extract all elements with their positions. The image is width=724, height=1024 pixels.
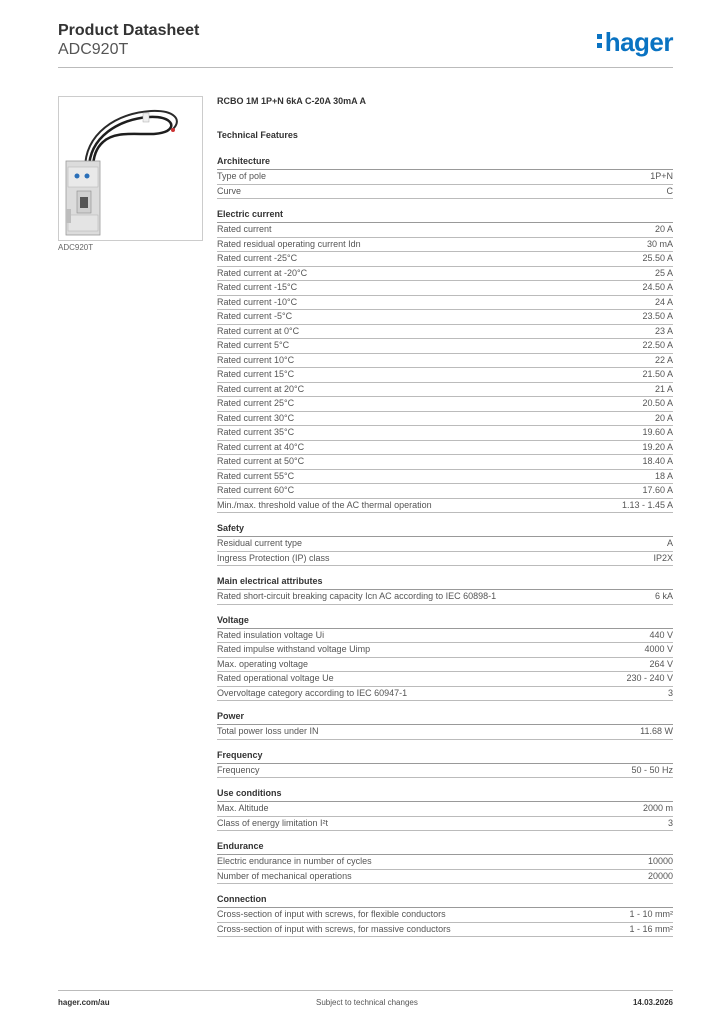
spec-label: Residual current type [217,538,303,548]
spec-row [217,802,673,817]
spec-row [217,441,673,456]
spec-label: Class of energy limitation I²t [217,817,329,828]
spec-label: Rated current 30°C [217,412,295,423]
spec-label: Rated short-circuit breaking capacity Icn AC according to IEC 60898-1 [217,591,497,601]
spec-value: 440 V [649,629,673,640]
spec-row [217,908,673,923]
rcbo-device-image [59,97,202,240]
hager-logo [597,27,673,57]
spec-label: Rated current 25°C [217,398,295,408]
spec-row [217,252,673,267]
spec-label: Rated residual operating current Idn [217,238,361,249]
spec-value: 20.50 A [642,398,673,408]
spec-label: Max. operating voltage [217,658,309,669]
spec-value: 21 A [654,383,673,394]
spec-label: Rated current at -20°C [217,267,308,278]
spec-row [217,923,673,938]
spec-value: 23.50 A [642,311,673,321]
spec-value: 18 A [654,470,673,481]
footer-website: hager.com/au [58,998,110,1007]
technical-content [217,96,673,946]
spec-value: 1P+N [650,171,673,181]
spec-label: Rated current at 50°C [217,456,305,466]
spec-row [217,764,673,779]
spec-label: Curve [217,185,242,196]
spec-label: Rated current 55°C [217,470,295,481]
logo-text: hager [604,27,673,57]
product-name: RCBO 1M 1P+N 6kA C-20A 30mA A [217,96,366,106]
section-heading: Architecture [217,155,673,170]
spec-value: 50 - 50 Hz [631,764,673,775]
spec-row [217,672,673,687]
spec-value: 19.20 A [642,441,673,452]
spec-section [217,522,673,566]
technical-features-heading: Technical Features [217,130,298,140]
section-heading: Use conditions [217,787,673,802]
spec-label: Type of pole [217,171,267,181]
spec-row [217,629,673,644]
spec-row [217,455,673,470]
spec-value: 3 [667,817,673,828]
spec-label: Min./max. threshold value of the AC thermal operation [217,499,432,510]
spec-row [217,590,673,605]
spec-label: Electric endurance in number of cycles [217,856,372,866]
spec-row [217,397,673,412]
header [58,21,199,59]
section-heading: Endurance [217,840,673,855]
spec-row [217,687,673,702]
spec-value: 10000 [647,856,673,866]
spec-section [217,208,673,513]
spec-row [217,643,673,658]
spec-value: A [666,538,673,548]
spec-value: 1.13 - 1.45 A [621,499,673,510]
spec-label: Cross-section of input with screws, for massive conductors [217,923,451,934]
logo-dots-icon [597,34,602,52]
spec-value: 23 A [654,325,673,336]
spec-value: IP2X [653,552,673,563]
spec-value: 230 - 240 V [626,673,673,683]
spec-label: Rated current 5°C [217,340,290,350]
section-heading: Connection [217,893,673,908]
spec-row [217,658,673,673]
spec-row [217,383,673,398]
spec-row [217,412,673,427]
section-heading: Safety [217,522,673,537]
spec-value: 25.50 A [642,253,673,263]
spec-value: 20 A [654,412,673,423]
spec-label: Rated current 15°C [217,369,295,379]
spec-row [217,537,673,552]
section-heading: Voltage [217,614,673,629]
spec-value: 18.40 A [642,456,673,466]
spec-label: Ingress Protection (IP) class [217,552,330,563]
spec-row [217,870,673,885]
page-title: Product Datasheet [58,22,200,39]
spec-section [217,575,673,605]
spec-row [217,725,673,740]
footer-divider [58,990,673,991]
spec-section [217,614,673,702]
spec-row [217,470,673,485]
spec-section [217,893,673,937]
spec-value: 1 - 16 mm² [629,923,673,934]
spec-sections [217,155,673,937]
spec-label: Rated impulse withstand voltage Uimp [217,644,371,654]
spec-value: 24.50 A [642,282,673,292]
product-code: ADC920T [58,41,129,58]
spec-label: Rated current 60°C [217,485,295,495]
spec-section [217,840,673,884]
spec-value: 22.50 A [642,340,673,350]
spec-row [217,426,673,441]
spec-value: 17.60 A [642,485,673,495]
spec-label: Rated insulation voltage Ui [217,629,325,640]
spec-value: 1 - 10 mm² [629,909,673,919]
footer [58,998,673,1010]
spec-row [217,310,673,325]
spec-row [217,170,673,185]
spec-value: 4000 V [644,644,673,654]
spec-label: Rated current at 40°C [217,441,305,452]
spec-row [217,368,673,383]
spec-value: 25 A [654,267,673,278]
spec-value: 3 [667,687,673,698]
section-heading: Power [217,710,673,725]
spec-label: Max. Altitude [217,803,269,813]
section-heading: Main electrical attributes [217,575,673,590]
spec-row [217,238,673,253]
spec-value: 11.68 W [640,726,673,736]
spec-row [217,499,673,514]
spec-row [217,223,673,238]
spec-value: 20 A [654,224,673,234]
spec-row [217,281,673,296]
spec-label: Rated current -10°C [217,296,298,307]
spec-label: Rated current -15°C [217,282,298,292]
spec-value: 2000 m [642,803,673,813]
photo-caption: ADC920T [58,243,94,252]
spec-row [217,185,673,200]
spec-row [217,552,673,567]
spec-row [217,354,673,369]
spec-row [217,267,673,282]
spec-label: Cross-section of input with screws, for flexible conductors [217,909,446,919]
spec-value: 24 A [654,296,673,307]
spec-label: Overvoltage category according to IEC 60947-1 [217,687,408,698]
header-divider [58,67,673,68]
spec-section [217,787,673,831]
spec-label: Number of mechanical operations [217,870,352,881]
spec-label: Frequency [217,764,260,775]
spec-label: Rated current -5°C [217,311,293,321]
spec-row [217,296,673,311]
spec-row [217,817,673,832]
spec-value: 264 V [649,658,673,669]
footer-date: 14.03.2026 [632,998,673,1007]
spec-label: Rated current [217,224,272,234]
spec-value: 30 mA [646,238,673,249]
spec-label: Rated current -25°C [217,253,298,263]
spec-value: C [666,185,673,196]
footer-note: Subject to technical changes [316,998,418,1007]
spec-label: Rated operational voltage Ue [217,673,334,683]
spec-value: 6 kA [654,591,673,601]
spec-value: 22 A [654,354,673,365]
spec-label: Rated current 35°C [217,427,295,437]
spec-section [217,155,673,199]
spec-value: 20000 [647,870,673,881]
section-heading: Electric current [217,208,673,223]
spec-section [217,710,673,740]
spec-row [217,325,673,340]
spec-section [217,749,673,779]
spec-label: Total power loss under IN [217,726,319,736]
spec-row [217,339,673,354]
spec-row [217,484,673,499]
product-photo [58,96,203,241]
spec-row [217,855,673,870]
spec-label: Rated current at 20°C [217,383,305,394]
spec-value: 19.60 A [642,427,673,437]
spec-value: 21.50 A [642,369,673,379]
spec-label: Rated current at 0°C [217,325,300,336]
spec-label: Rated current 10°C [217,354,295,365]
section-heading: Frequency [217,749,673,764]
